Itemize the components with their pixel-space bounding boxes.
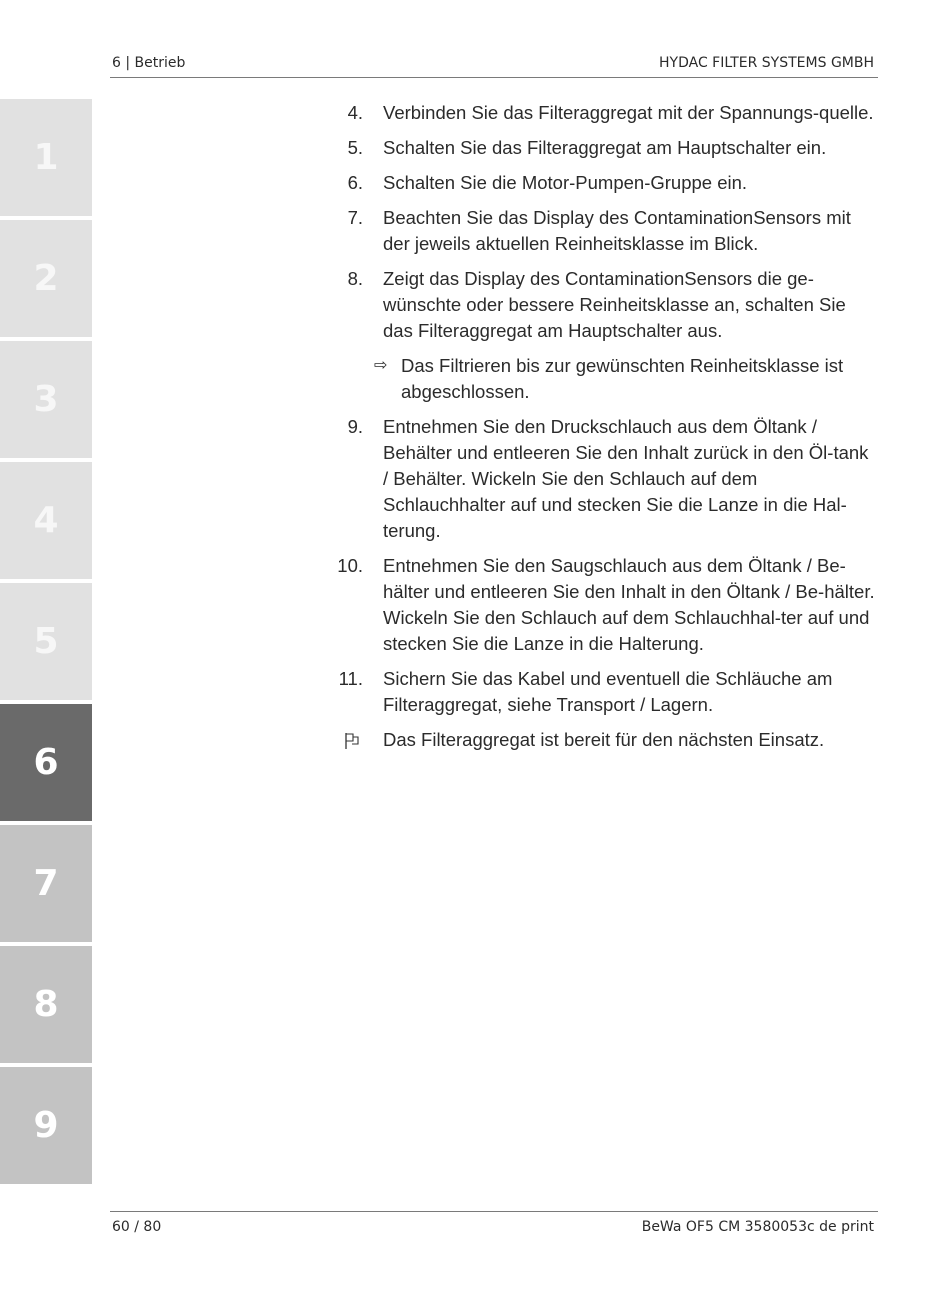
step-item	[336, 135, 876, 161]
step-text: Entnehmen Sie den Druckschlauch aus dem Öltank / Behälter und entleeren Sie den Inhalt zurück in den Öl-tank / Behälter. Wickeln Sie den Schlauch auf dem Schlauchhalter auf und stecken Sie die Lanze in die Hal-terung.	[383, 416, 869, 541]
chapter-tab-3[interactable]: 3	[0, 341, 92, 458]
step-item	[336, 266, 876, 344]
document-id: BeWa OF5 CM 3580053c de print	[641, 1219, 874, 1235]
step-text: Schalten Sie das Filteraggregat am Hauptschalter ein.	[383, 137, 827, 158]
step-text: Beachten Sie das Display des ContaminationSensors mit der jeweils aktuellen Reinheitsklasse im Blick.	[383, 207, 851, 254]
step-text: Zeigt das Display des ContaminationSensors die ge-wünschte oder bessere Reinheitsklasse an, schalten Sie das Filteraggregat am Hauptschalter aus.	[383, 268, 846, 341]
step-text: Entnehmen Sie den Saugschlauch aus dem Öltank / Be-hälter und entleeren Sie den Inhalt in den Öltank / Be-hälter. Wickeln Sie den Schlauch auf dem Schlauchhal-ter auf und stecken Sie die Lanze in die Halterung.	[383, 555, 875, 654]
step-number: 10.	[337, 555, 363, 576]
section-title: 6 | Betrieb	[112, 55, 186, 71]
step-item	[336, 205, 876, 257]
step-number: 7.	[347, 207, 363, 228]
flag-icon	[344, 731, 360, 757]
intermediate-result	[336, 353, 876, 405]
chapter-tab-7[interactable]: 7	[0, 825, 92, 942]
instruction-steps	[336, 100, 876, 753]
result-text: Das Filtrieren bis zur gewünschten Reinheitsklasse ist abgeschlossen.	[401, 355, 844, 402]
step-item	[336, 100, 876, 126]
chapter-tab-8[interactable]: 8	[0, 946, 92, 1063]
page-footer	[110, 1211, 878, 1242]
step-text: Sichern Sie das Kabel und eventuell die Schläuche am Filteraggregat, siehe Transport / Lagern.	[383, 668, 833, 715]
step-item	[336, 414, 876, 544]
step-number: 11.	[338, 668, 363, 689]
chapter-tab-4[interactable]: 4	[0, 462, 92, 579]
step-item	[336, 170, 876, 196]
step-number: 6.	[347, 172, 363, 193]
page-number: 60 / 80	[112, 1219, 162, 1235]
step-number: 9.	[347, 416, 363, 437]
chapter-tab-9[interactable]: 9	[0, 1067, 92, 1184]
step-text: Schalten Sie die Motor-Pumpen-Gruppe ein.	[383, 172, 748, 193]
step-item	[336, 666, 876, 718]
chapter-tab-5[interactable]: 5	[0, 583, 92, 700]
step-number: 4.	[347, 102, 363, 123]
step-text: Verbinden Sie das Filteraggregat mit der Spannungs-quelle.	[383, 102, 874, 123]
step-number: 5.	[347, 137, 363, 158]
step-number: 8.	[347, 268, 363, 289]
step-item	[336, 553, 876, 657]
chapter-tab-1[interactable]: 1	[0, 99, 92, 216]
company-name: HYDAC FILTER SYSTEMS GMBH	[659, 55, 874, 71]
chapter-tabs	[0, 99, 92, 1188]
final-result-text: Das Filteraggregat ist bereit für den nächsten Einsatz.	[383, 729, 825, 750]
arrow-right-icon: ⇨	[374, 357, 388, 374]
chapter-tab-6[interactable]: 6	[0, 704, 92, 821]
page-header	[110, 55, 878, 78]
chapter-tab-2[interactable]: 2	[0, 220, 92, 337]
final-result	[336, 727, 876, 753]
